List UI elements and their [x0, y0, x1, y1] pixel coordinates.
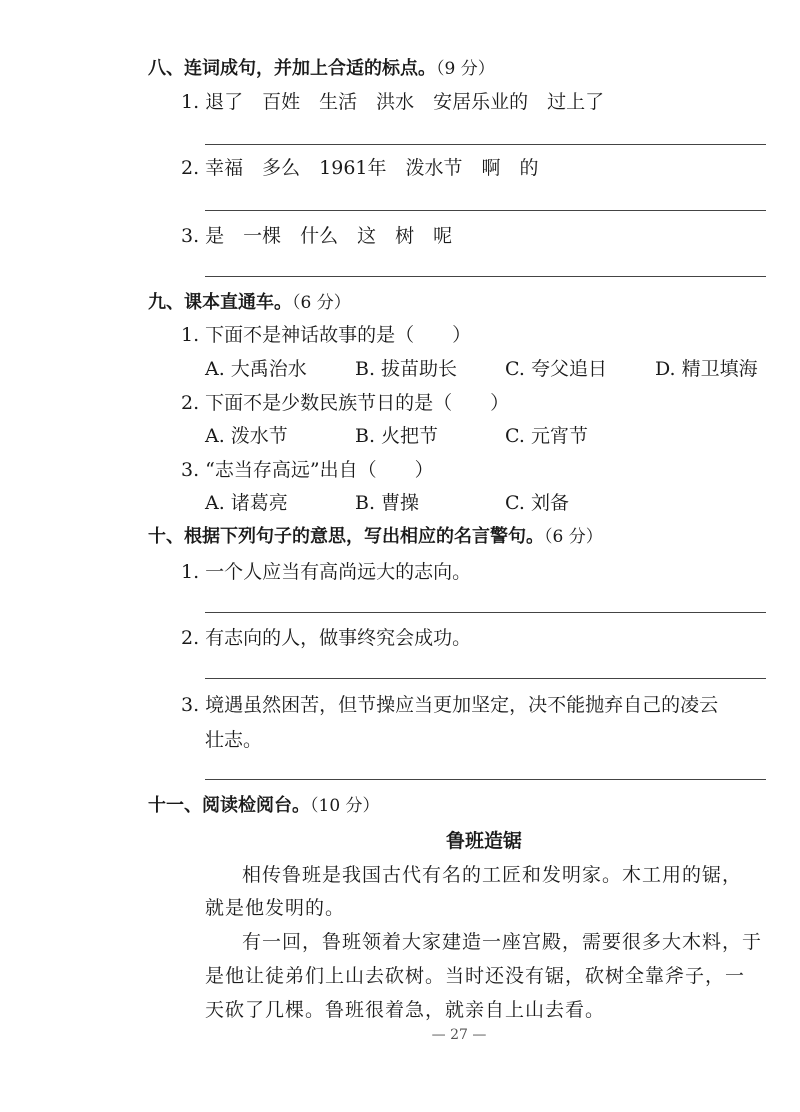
s9-q1-option-d[interactable]: D. 精卫填海	[655, 358, 758, 380]
section-11-heading	[148, 791, 380, 817]
passage-line-1: 相传鲁班是我国古代有名的工匠和发明家。木工用的锯，	[242, 864, 743, 886]
passage-title: 鲁班造锯	[445, 830, 522, 852]
passage-line-2: 就是他发明的。	[205, 897, 346, 919]
s10-item-2: 2. 有志向的人，做事终究会成功。	[181, 627, 472, 649]
s9-q3-option-c[interactable]: C. 刘备	[505, 492, 569, 514]
section-8-points: （9 分）	[436, 59, 495, 79]
s9-q2-option-a[interactable]: A. 泼水节	[205, 425, 288, 447]
s8-item-2: 2. 幸福 多么 1961年 泼水节 啊 的	[181, 157, 539, 179]
passage-line-5: 天砍了几棵。鲁班很着急，就亲自上山去看。	[205, 999, 606, 1021]
s10-item-3-continuation: 壮志。	[205, 729, 263, 751]
section-11-points: （10 分）	[310, 796, 380, 816]
s9-q1-option-a[interactable]: A. 大禹治水	[205, 358, 307, 380]
s9-q2-option-b[interactable]: B. 火把节	[355, 425, 439, 447]
s9-q1-option-b[interactable]: B. 拔苗助长	[355, 358, 458, 380]
section-9-points: （6 分）	[292, 293, 351, 313]
s8-answer-line-2[interactable]	[205, 210, 766, 211]
s10-answer-line-1[interactable]	[205, 612, 766, 613]
s9-q3-option-b[interactable]: B. 曹操	[355, 492, 420, 514]
passage-line-3: 有一回，鲁班领着大家建造一座宫殿，需要很多大木料，于	[242, 931, 763, 953]
s9-q3-stem: 3. “志当存高远”出自（ ）	[181, 459, 434, 481]
s8-item-3: 3. 是 一棵 什么 这 树 呢	[181, 225, 453, 247]
s9-q3-option-a[interactable]: A. 诸葛亮	[205, 492, 288, 514]
section-10-title: 十、根据下列句子的意思，写出相应的名言警句。	[148, 526, 544, 547]
s8-answer-line-1[interactable]	[205, 144, 766, 145]
section-11-title: 十一、阅读检阅台。	[148, 795, 310, 816]
section-9-heading	[148, 288, 351, 314]
s10-item-3: 3. 境遇虽然困苦，但节操应当更加坚定，决不能抛弃自己的凌云	[181, 694, 719, 716]
s9-q1-stem: 1. 下面不是神话故事的是（ ）	[181, 324, 472, 346]
section-10-heading	[148, 522, 603, 548]
section-8-heading	[148, 54, 495, 80]
passage-line-4: 是他让徒弟们上山去砍树。当时还没有锯，砍树全靠斧子，一	[205, 965, 746, 987]
s10-item-1: 1. 一个人应当有高尚远大的志向。	[181, 561, 472, 583]
s10-answer-line-2[interactable]	[205, 678, 766, 679]
s8-answer-line-3[interactable]	[205, 276, 766, 277]
section-8-title: 八、连词成句，并加上合适的标点。	[148, 58, 436, 79]
s8-item-1: 1. 退了 百姓 生活 洪水 安居乐业的 过上了	[181, 91, 605, 113]
s9-q2-stem: 2. 下面不是少数民族节日的是（ ）	[181, 392, 510, 414]
s9-q2-option-c[interactable]: C. 元宵节	[505, 425, 588, 447]
section-10-points: （6 分）	[544, 527, 603, 547]
section-9-title: 九、课本直通车。	[148, 292, 292, 313]
page-number: — 27 —	[431, 1027, 487, 1043]
s9-q1-option-c[interactable]: C. 夸父追日	[505, 358, 607, 380]
s10-answer-line-3[interactable]	[205, 779, 766, 780]
